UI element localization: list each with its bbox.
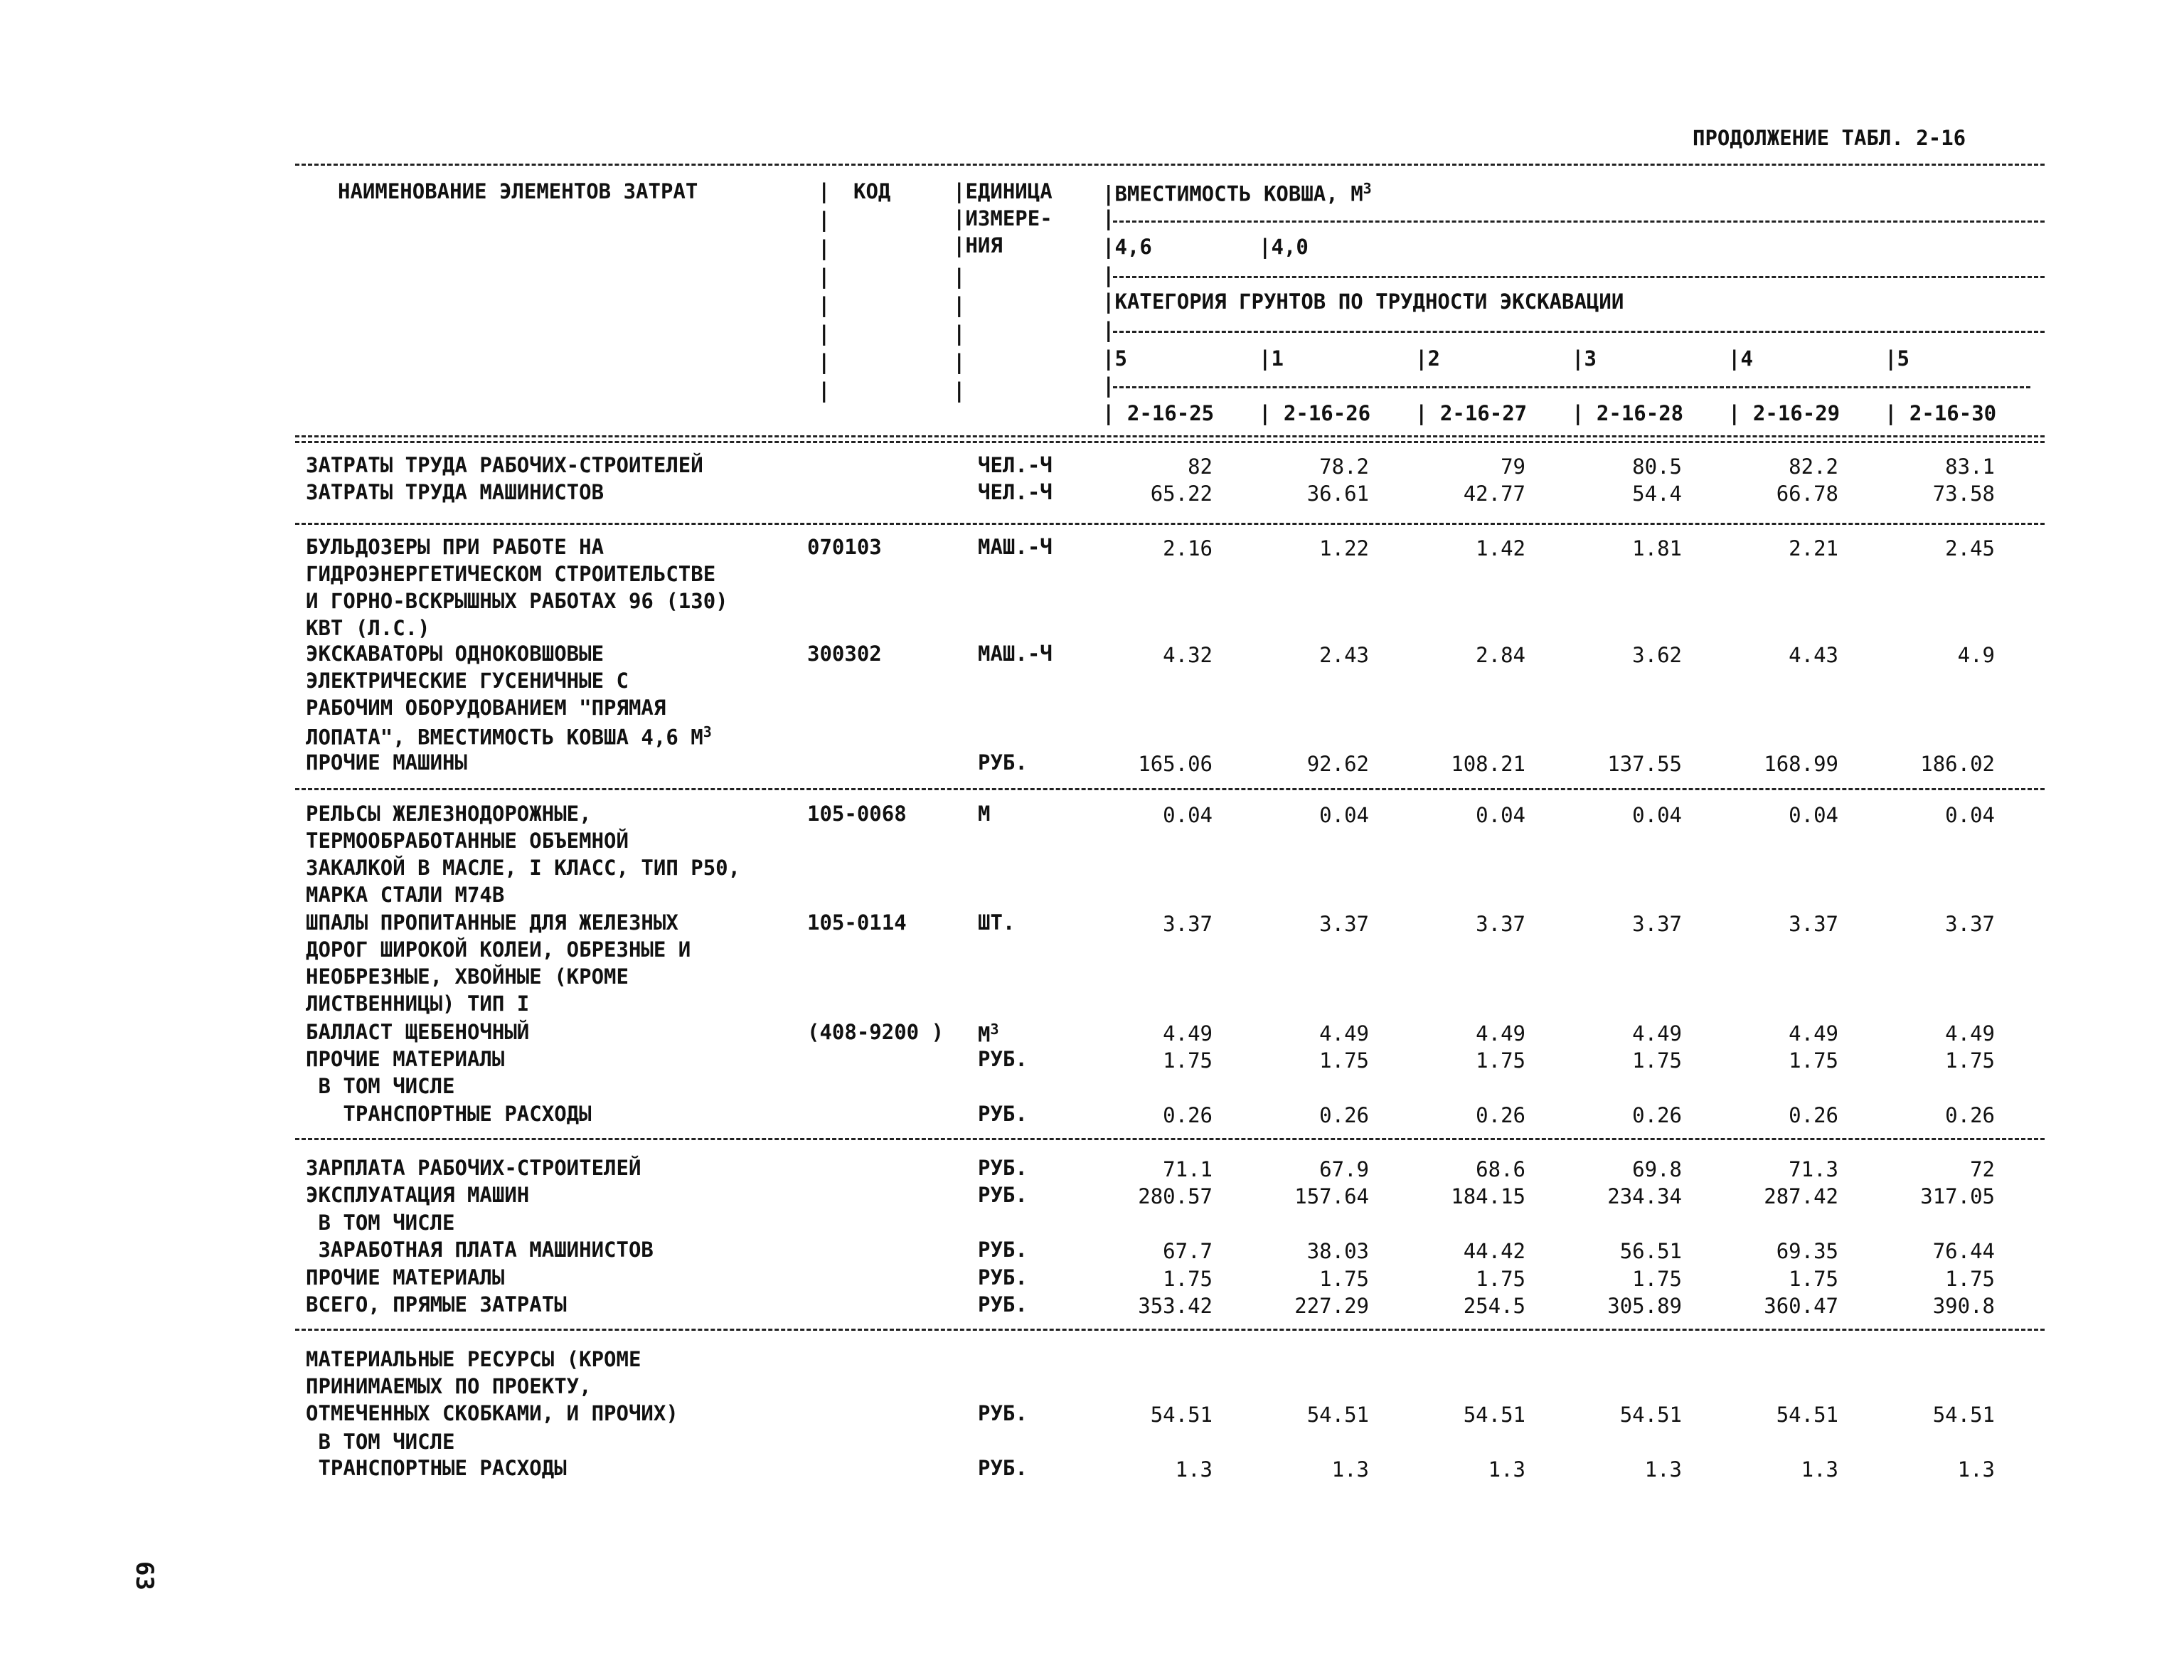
row-value: 1.75 — [1945, 1267, 1995, 1291]
row-value: 82 — [1188, 454, 1213, 479]
row-value: 4.49 — [1632, 1021, 1682, 1046]
row-value: 69.35 — [1776, 1239, 1838, 1263]
separator: | — [818, 321, 831, 346]
row-unit: РУБ. — [978, 750, 1028, 775]
row-value: 0.04 — [1163, 803, 1213, 827]
row-name: ПРОЧИЕ МАТЕРИАЛЫ — [306, 1265, 505, 1290]
row-value: 4.49 — [1163, 1021, 1213, 1046]
row-value: 2.45 — [1945, 536, 1995, 560]
separator: | — [953, 293, 966, 317]
row-value: 54.51 — [1619, 1403, 1682, 1427]
norm-code: | 2-16-25 — [1102, 401, 1215, 425]
row-unit: МАШ.-Ч — [978, 535, 1053, 559]
row-value: 4.49 — [1945, 1021, 1995, 1046]
header-name: НАИМЕНОВАНИЕ ЭЛЕМЕНТОВ ЗАТРАТ — [338, 179, 698, 203]
row-value: 3.37 — [1319, 912, 1369, 936]
row-value: 0.04 — [1945, 803, 1995, 827]
row-name: В ТОМ ЧИСЛЕ — [306, 1211, 455, 1235]
row-name: КВТ (Л.С.) — [306, 616, 430, 640]
row-value: 4.49 — [1319, 1021, 1369, 1046]
row-unit: РУБ. — [978, 1047, 1028, 1071]
row-code: 070103 — [807, 535, 882, 559]
row-unit: РУБ. — [978, 1401, 1028, 1425]
dashed-rule — [295, 435, 2045, 437]
row-unit: РУБ. — [978, 1183, 1028, 1207]
row-value: 54.51 — [1776, 1403, 1838, 1427]
row-value: 67.7 — [1163, 1239, 1213, 1263]
row-name: РЕЛЬСЫ ЖЕЛЕЗНОДОРОЖНЫЕ, — [306, 802, 592, 826]
row-name: БУЛЬДОЗЕРЫ ПРИ РАБОТЕ НА — [306, 535, 604, 559]
row-value: 1.3 — [1488, 1457, 1525, 1482]
row-value: 0.26 — [1319, 1103, 1369, 1127]
row-name: ДОРОГ ШИРОКОЙ КОЛЕИ, ОБРЕЗНЫЕ И — [306, 937, 691, 962]
row-unit: РУБ. — [978, 1156, 1028, 1180]
superscript: 3 — [1363, 180, 1372, 197]
separator: | — [953, 378, 966, 403]
separator: | — [818, 179, 831, 203]
category-label: |1 — [1259, 346, 1284, 371]
dashed-rule — [1113, 220, 2045, 223]
row-name: ЭКСКАВАТОРЫ ОДНОКОВШОВЫЕ — [306, 642, 604, 666]
row-unit: МАШ.-Ч — [978, 642, 1053, 666]
row-value: 0.04 — [1632, 803, 1682, 827]
category-label: |3 — [1572, 346, 1597, 371]
row-code: 300302 — [807, 642, 882, 666]
row-name: ОТМЕЧЕННЫХ СКОБКАМИ, И ПРОЧИХ) — [306, 1401, 678, 1425]
row-value: 1.75 — [1789, 1048, 1838, 1073]
row-value: 3.37 — [1476, 912, 1525, 936]
row-value: 1.75 — [1632, 1267, 1682, 1291]
row-value: 1.75 — [1945, 1048, 1995, 1073]
row-value: 56.51 — [1619, 1239, 1682, 1263]
row-value: 0.04 — [1476, 803, 1525, 827]
row-name: В ТОМ ЧИСЛЕ — [306, 1430, 455, 1454]
row-value: 108.21 — [1451, 752, 1525, 776]
row-value: 76.44 — [1932, 1239, 1995, 1263]
row-value: 54.51 — [1932, 1403, 1995, 1427]
separator: | — [818, 208, 831, 232]
header-unit: |ИЗМЕРЕ- — [953, 206, 1053, 230]
header-unit: |ЕДИНИЦА — [953, 179, 1053, 203]
separator: | — [953, 321, 966, 346]
separator: | — [818, 378, 831, 403]
row-name: ВСЕГО, ПРЯМЫЕ ЗАТРАТЫ — [306, 1292, 567, 1317]
row-unit: РУБ. — [978, 1292, 1028, 1317]
header-code: КОД — [853, 179, 891, 203]
row-value: 38.03 — [1306, 1239, 1369, 1263]
row-value: 92.62 — [1306, 752, 1369, 776]
row-value: 54.51 — [1150, 1403, 1213, 1427]
row-value: 66.78 — [1776, 482, 1838, 506]
separator: | — [953, 350, 966, 374]
row-unit: $М^3$ — [978, 1021, 999, 1047]
row-name: ЗАТРАТЫ ТРУДА РАБОЧИХ-СТРОИТЕЛЕЙ — [306, 453, 703, 477]
row-code: (408-9200 ) — [807, 1020, 944, 1044]
row-value: 4.49 — [1789, 1021, 1838, 1046]
row-unit: М — [978, 802, 991, 826]
dashed-rule — [295, 441, 2045, 443]
row-code: 105-0068 — [807, 802, 907, 826]
row-name: БАЛЛАСТ ЩЕБЕНОЧНЫЙ — [306, 1020, 530, 1044]
row-unit: ШТ. — [978, 910, 1016, 935]
row-value: 168.99 — [1764, 752, 1838, 776]
row-unit: ЧЕЛ.-Ч — [978, 453, 1053, 477]
row-unit: ЧЕЛ.-Ч — [978, 480, 1053, 504]
row-name: ЭЛЕКТРИЧЕСКИЕ ГУСЕНИЧНЫЕ С — [306, 669, 629, 693]
row-name: РАБОЧИМ ОБОРУДОВАНИЕМ "ПРЯМАЯ — [306, 696, 666, 720]
row-value: 1.75 — [1319, 1267, 1369, 1291]
row-name: ЗАРПЛАТА РАБОЧИХ-СТРОИТЕЛЕЙ — [306, 1156, 641, 1180]
row-unit: РУБ. — [978, 1238, 1028, 1262]
row-value: 67.9 — [1319, 1157, 1369, 1181]
header-unit: |НИЯ — [953, 233, 1003, 257]
row-value: 305.89 — [1607, 1294, 1682, 1318]
row-value: 254.5 — [1463, 1294, 1525, 1318]
row-value: 4.9 — [1957, 643, 1995, 667]
page-number: 63 — [130, 1561, 159, 1590]
row-value: 1.75 — [1632, 1048, 1682, 1073]
row-value: 0.26 — [1476, 1103, 1525, 1127]
row-name: ПРИНИМАЕМЫХ ПО ПРОЕКТУ, — [306, 1374, 592, 1398]
row-value: 54.4 — [1632, 482, 1682, 506]
row-value: 1.3 — [1331, 1457, 1369, 1482]
dashed-rule — [295, 788, 2045, 790]
dashed-rule — [1113, 386, 2030, 388]
row-value: 2.84 — [1476, 643, 1525, 667]
row-value: 0.26 — [1163, 1103, 1213, 1127]
separator: | — [1102, 263, 1115, 287]
header-capacity: |ВМЕСТИМОСТЬ КОВША, $М^3$ — [1102, 180, 1372, 206]
separator: | — [1102, 373, 1115, 398]
norm-code: | 2-16-27 — [1415, 401, 1528, 425]
row-value: 1.75 — [1476, 1048, 1525, 1073]
separator: | — [818, 350, 831, 374]
dashed-rule — [1113, 331, 2045, 333]
row-value: 234.34 — [1607, 1184, 1682, 1208]
row-value: 3.62 — [1632, 643, 1682, 667]
row-value: 184.15 — [1451, 1184, 1525, 1208]
row-value: 280.57 — [1138, 1184, 1213, 1208]
norm-code: | 2-16-28 — [1572, 401, 1684, 425]
row-value: 78.2 — [1319, 454, 1369, 479]
row-name: ШПАЛЫ ПРОПИТАННЫЕ ДЛЯ ЖЕЛЕЗНЫХ — [306, 910, 678, 935]
row-value: 1.22 — [1319, 536, 1369, 560]
separator: | — [818, 236, 831, 260]
row-value: 72 — [1970, 1157, 1995, 1181]
row-value: 4.43 — [1789, 643, 1838, 667]
row-name: ЗАКАЛКОЙ В МАСЛЕ, I КЛАСС, ТИП Р50, — [306, 856, 741, 880]
row-value: 1.3 — [1644, 1457, 1682, 1482]
row-value: 0.26 — [1789, 1103, 1838, 1127]
separator: | — [953, 265, 966, 289]
row-name: ТЕРМООБРАБОТАННЫЕ ОБЪЕМНОЙ — [306, 829, 629, 853]
separator: | — [818, 293, 831, 317]
row-value: 1.75 — [1476, 1267, 1525, 1291]
row-value: 1.75 — [1163, 1267, 1213, 1291]
row-value: 4.32 — [1163, 643, 1213, 667]
row-name: МАРКА СТАЛИ М74В — [306, 883, 505, 907]
row-value: 390.8 — [1932, 1294, 1995, 1318]
row-value: 0.04 — [1789, 803, 1838, 827]
capacity-value: |4,6 — [1102, 235, 1152, 259]
norm-code: | 2-16-26 — [1259, 401, 1371, 425]
row-value: 1.75 — [1789, 1267, 1838, 1291]
separator: | — [1102, 206, 1115, 230]
row-unit: РУБ. — [978, 1456, 1028, 1480]
row-value: 42.77 — [1463, 482, 1525, 506]
row-value: 65.22 — [1150, 482, 1213, 506]
row-value: 2.21 — [1789, 536, 1838, 560]
row-code: 105-0114 — [807, 910, 907, 935]
row-unit: РУБ. — [978, 1102, 1028, 1126]
dashed-rule — [295, 164, 2045, 166]
separator: | — [818, 265, 831, 289]
row-value: 3.37 — [1163, 912, 1213, 936]
row-value: 1.3 — [1957, 1457, 1995, 1482]
row-value: 54.51 — [1306, 1403, 1369, 1427]
row-value: 287.42 — [1764, 1184, 1838, 1208]
row-value: 1.42 — [1476, 536, 1525, 560]
row-value: 0.04 — [1319, 803, 1369, 827]
row-value: 353.42 — [1138, 1294, 1213, 1318]
row-value: 137.55 — [1607, 752, 1682, 776]
row-value: 36.61 — [1306, 482, 1369, 506]
dashed-rule — [295, 1138, 2045, 1140]
row-value: 44.42 — [1463, 1239, 1525, 1263]
row-value: 1.75 — [1319, 1048, 1369, 1073]
dashed-rule — [1113, 276, 2045, 278]
row-value: 360.47 — [1764, 1294, 1838, 1318]
row-name: МАТЕРИАЛЬНЫЕ РЕСУРСЫ (КРОМЕ — [306, 1347, 641, 1371]
row-name: ПРОЧИЕ МАШИНЫ — [306, 750, 467, 775]
capacity-value: |4,0 — [1259, 235, 1309, 259]
row-value: 69.8 — [1632, 1157, 1682, 1181]
row-value: 317.05 — [1920, 1184, 1995, 1208]
row-value: 1.75 — [1163, 1048, 1213, 1073]
row-value: 227.29 — [1294, 1294, 1369, 1318]
separator: | — [1102, 318, 1115, 342]
row-value: 4.49 — [1476, 1021, 1525, 1046]
row-value: 80.5 — [1632, 454, 1682, 479]
row-name: ЛОПАТА", ВМЕСТИМОСТЬ КОВША 4,6 $М^3$ — [306, 723, 712, 750]
row-value: 79 — [1501, 454, 1525, 479]
row-value: 82.2 — [1789, 454, 1838, 479]
row-unit: РУБ. — [978, 1265, 1028, 1290]
row-name: НЕОБРЕЗНЫЕ, ХВОЙНЫЕ (КРОМЕ — [306, 964, 629, 989]
header-soil-category: |КАТЕГОРИЯ ГРУНТОВ ПО ТРУДНОСТИ ЭКСКАВАЦИИ — [1102, 289, 1624, 314]
category-label: |4 — [1728, 346, 1753, 371]
row-value: 1.3 — [1175, 1457, 1213, 1482]
category-label: |5 — [1102, 346, 1127, 371]
category-label: |2 — [1415, 346, 1440, 371]
row-value: 3.37 — [1632, 912, 1682, 936]
row-name: И ГОРНО-ВСКРЫШНЫХ РАБОТАХ 96 (130) — [306, 589, 728, 613]
table-caption: ПРОДОЛЖЕНИЕ ТАБЛ. 2-16 — [1693, 126, 1966, 150]
row-value: 71.3 — [1789, 1157, 1838, 1181]
row-name: ЗАТРАТЫ ТРУДА МАШИНИСТОВ — [306, 480, 604, 504]
row-name: ПРОЧИЕ МАТЕРИАЛЫ — [306, 1047, 505, 1071]
row-value: 68.6 — [1476, 1157, 1525, 1181]
row-value: 186.02 — [1920, 752, 1995, 776]
superscript: 3 — [990, 1021, 999, 1038]
row-name: ЭКСПЛУАТАЦИЯ МАШИН — [306, 1183, 530, 1207]
row-name: ЛИСТВЕННИЦЫ) ТИП I — [306, 991, 530, 1016]
row-value: 2.16 — [1163, 536, 1213, 560]
row-value: 165.06 — [1138, 752, 1213, 776]
row-value: 71.1 — [1163, 1157, 1213, 1181]
row-value: 157.64 — [1294, 1184, 1369, 1208]
superscript: 3 — [703, 723, 712, 740]
dashed-rule — [295, 1329, 2045, 1331]
row-value: 1.81 — [1632, 536, 1682, 560]
row-value: 3.37 — [1945, 912, 1995, 936]
row-value: 73.58 — [1932, 482, 1995, 506]
row-name: ТРАНСПОРТНЫЕ РАСХОДЫ — [306, 1456, 567, 1480]
row-name: ТРАНСПОРТНЫЕ РАСХОДЫ — [306, 1102, 592, 1126]
row-name: ГИДРОЭНЕРГЕТИЧЕСКОМ СТРОИТЕЛЬСТВЕ — [306, 562, 716, 586]
row-value: 0.26 — [1632, 1103, 1682, 1127]
category-label: |5 — [1885, 346, 1909, 371]
row-value: 2.43 — [1319, 643, 1369, 667]
row-value: 3.37 — [1789, 912, 1838, 936]
row-value: 1.3 — [1801, 1457, 1838, 1482]
row-value: 0.26 — [1945, 1103, 1995, 1127]
row-value: 83.1 — [1945, 454, 1995, 479]
norm-code: | 2-16-29 — [1728, 401, 1841, 425]
row-value: 54.51 — [1463, 1403, 1525, 1427]
dashed-rule — [295, 523, 2045, 525]
row-name: ЗАРАБОТНАЯ ПЛАТА МАШИНИСТОВ — [306, 1238, 654, 1262]
norm-code: | 2-16-30 — [1885, 401, 1997, 425]
row-name: В ТОМ ЧИСЛЕ — [306, 1074, 455, 1098]
